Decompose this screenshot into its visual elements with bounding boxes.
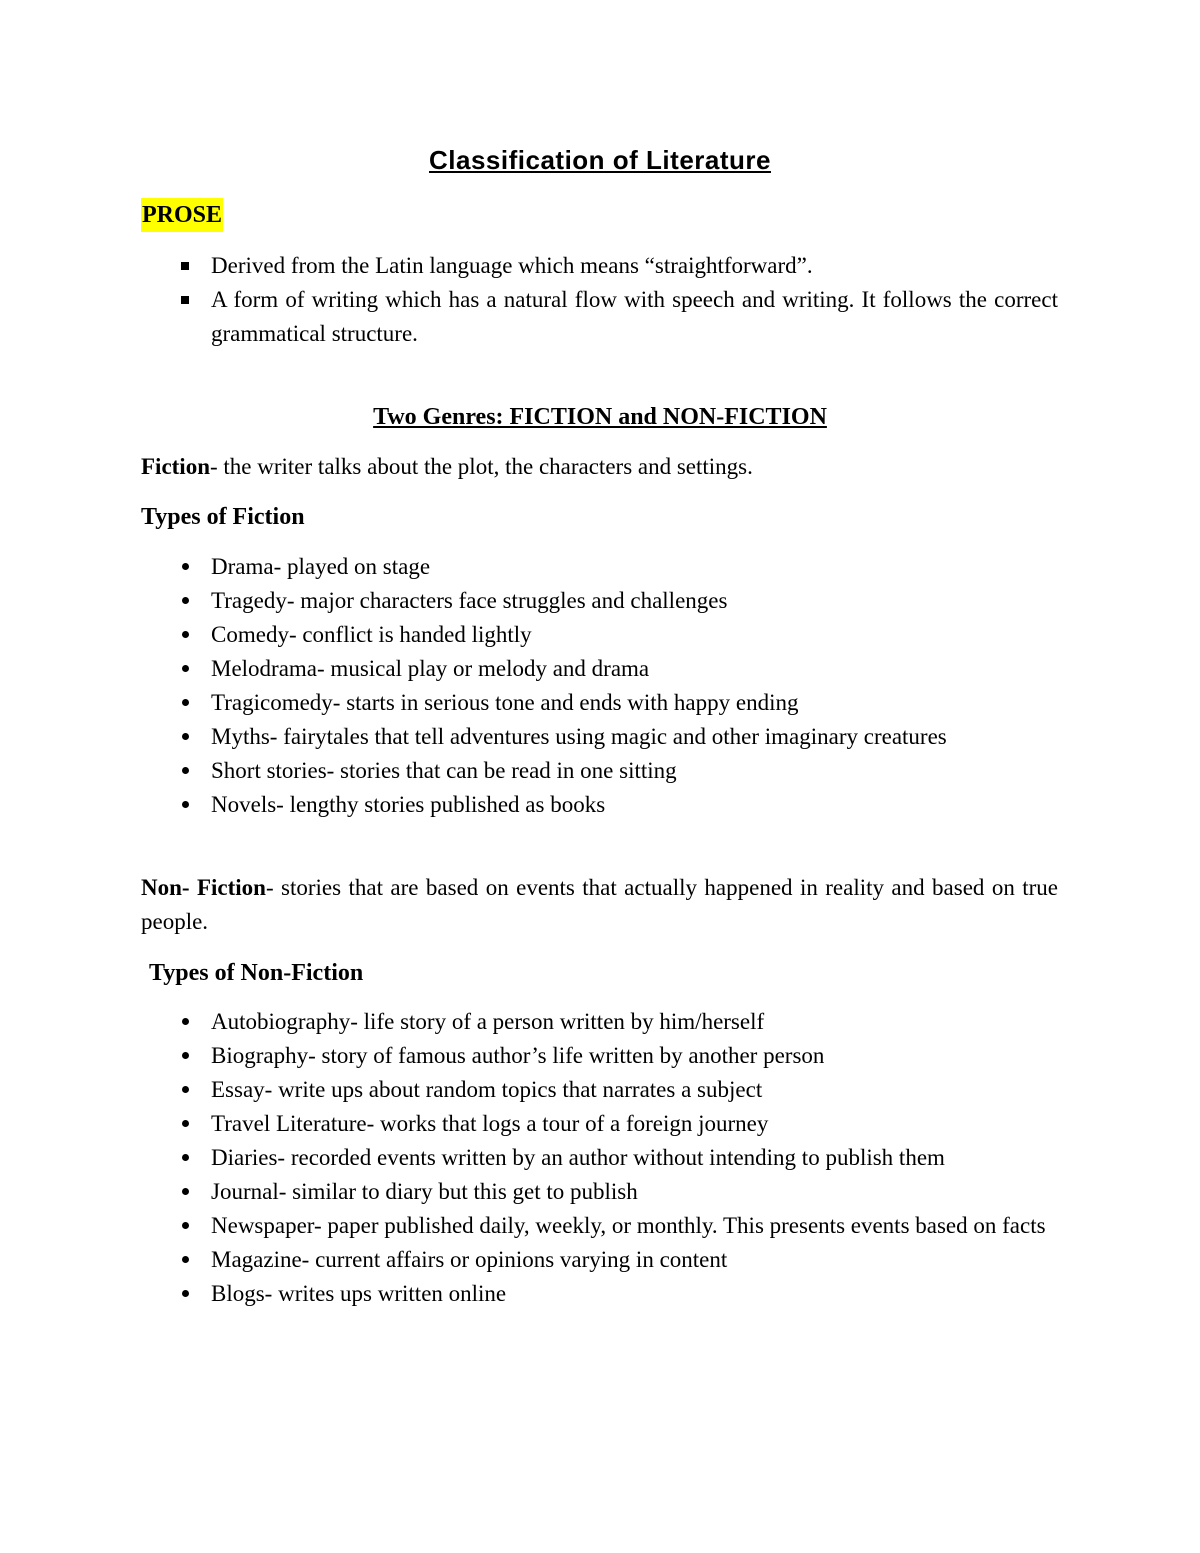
round-bullet-icon: [178, 1175, 192, 1209]
nonfiction-term: Non- Fiction: [141, 875, 266, 900]
square-bullet-icon: [178, 283, 192, 317]
round-bullet-icon: [178, 788, 192, 822]
round-bullet-icon: [178, 1141, 192, 1175]
list-item: Biography- story of famous author’s life written by another person: [0, 1039, 1200, 1073]
list-item: Newspaper- paper published daily, weekly, or monthly. This presents events based on facts: [0, 1209, 1200, 1243]
list-item: Diaries- recorded events written by an author without intending to publish them: [0, 1141, 1200, 1175]
round-bullet-icon: [178, 1073, 192, 1107]
fiction-term: Fiction: [141, 454, 210, 479]
round-bullet-icon: [178, 1209, 192, 1243]
list-item: Journal- similar to diary but this get to publish: [0, 1175, 1200, 1209]
list-item: Melodrama- musical play or melody and drama: [0, 652, 1200, 686]
round-bullet-icon: [178, 686, 192, 720]
fiction-types-heading: Types of Fiction: [141, 504, 305, 530]
genres-heading: Two Genres: FICTION and NON-FICTION: [373, 404, 827, 430]
round-bullet-icon: [178, 754, 192, 788]
list-item: Tragedy- major characters face struggles and challenges: [0, 584, 1200, 618]
list-item: Short stories- stories that can be read in one sitting: [0, 754, 1200, 788]
square-bullet-icon: [178, 249, 192, 283]
round-bullet-icon: [178, 584, 192, 618]
round-bullet-icon: [178, 652, 192, 686]
list-item: Autobiography- life story of a person written by him/herself: [0, 1005, 1200, 1039]
list-item: Essay- write ups about random topics that narrates a subject: [0, 1073, 1200, 1107]
fiction-types-list: [0, 550, 1200, 822]
round-bullet-icon: [178, 618, 192, 652]
round-bullet-icon: [178, 1039, 192, 1073]
list-item: Travel Literature- works that logs a tour of a foreign journey: [0, 1107, 1200, 1141]
list-item: Tragicomedy- starts in serious tone and ends with happy ending: [0, 686, 1200, 720]
list-item: Derived from the Latin language which means “straightforward”.: [0, 249, 1200, 283]
round-bullet-icon: [178, 1243, 192, 1277]
list-item: Novels- lengthy stories published as books: [0, 788, 1200, 822]
list-item: A form of writing which has a natural flow with speech and writing. It follows the correct grammatical structure.: [0, 283, 1200, 351]
round-bullet-icon: [178, 1107, 192, 1141]
document-title: Classification of Literature: [429, 145, 771, 175]
list-item: Drama- played on stage: [0, 550, 1200, 584]
list-item: Magazine- current affairs or opinions varying in content: [0, 1243, 1200, 1277]
prose-points-list: [0, 249, 1200, 351]
list-item: Comedy- conflict is handed lightly: [0, 618, 1200, 652]
nonfiction-types-heading: Types of Non-Fiction: [149, 960, 364, 986]
round-bullet-icon: [178, 550, 192, 584]
list-item: Myths- fairytales that tell adventures using magic and other imaginary creatures: [0, 720, 1200, 754]
list-item: Blogs- writes ups written online: [0, 1277, 1200, 1311]
fiction-definition: Fiction- the writer talks about the plot, the characters and settings.: [141, 454, 753, 479]
round-bullet-icon: [178, 1005, 192, 1039]
nonfiction-definition: Non- Fiction- stories that are based on events that actually happened in reality and based on true people.: [141, 875, 1058, 934]
prose-heading-highlighted: PROSE: [141, 198, 223, 232]
nonfiction-types-list: [0, 1005, 1200, 1311]
round-bullet-icon: [178, 1277, 192, 1311]
round-bullet-icon: [178, 720, 192, 754]
